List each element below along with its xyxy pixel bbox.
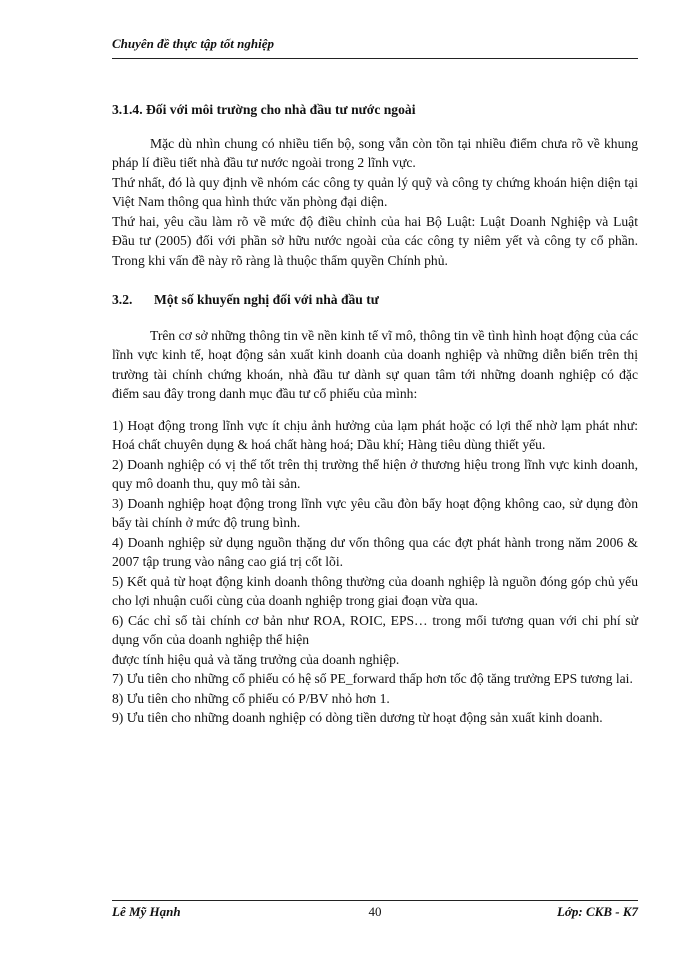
footer-class: Lớp: CKB - K7: [556, 904, 638, 919]
list-item: 7) Ưu tiên cho những cổ phiếu có hệ số PE_forward thấp hơn tốc độ tăng trưởng EPS tương lai.: [112, 671, 633, 686]
header-rule: [112, 58, 638, 59]
section-heading-3-1-4: 3.1.4. Đối với môi trường cho nhà đầu tư nước ngoài: [112, 102, 416, 117]
paragraph: Trên cơ sở những thông tin về nền kinh tế vĩ mô, thông tin về tình hình hoạt động của các lĩnh vực kinh tế, hoạt động sản xuất kinh doanh của doanh nghiệp và những diễn biến trên thị trường tài chính chứng khoán, nhà đầu tư dành sự quan tâm tới những doanh nghiệp có đặc điểm sau đây trong danh mục đầu tư cổ phiếu của mình:: [112, 327, 638, 401]
page-content: [112, 100, 638, 728]
list-item: 4) Doanh nghiệp sử dụng nguồn thặng dư vốn thông qua các đợt phát hành trong năm 2006 & 2007 tập trung vào nâng cao giá trị cốt lõi.: [112, 534, 638, 569]
footer-author: Lê Mỹ Hạnh: [112, 904, 181, 919]
running-header: Chuyên đề thực tập tốt nghiệp: [112, 36, 274, 51]
section-number: 3.2.: [112, 292, 133, 307]
paragraph: Mặc dù nhìn chung có nhiều tiến bộ, song vẫn còn tồn tại nhiều điểm chưa rõ về khung pháp lí điều tiết nhà đầu tư nước ngoài trong 2 lĩnh vực.: [112, 135, 638, 170]
list-item: 3) Doanh nghiệp hoạt động trong lĩnh vực yêu cầu đòn bẩy hoạt động không cao, sử dụng đòn bẩy tài chính ở mức độ trung bình.: [112, 495, 638, 530]
list-item: 5) Kết quả từ hoạt động kinh doanh thông thường của doanh nghiệp là nguồn đóng góp chủ yếu cho lợi nhuận cuối cùng của doanh nghiệp trong giai đoạn vừa qua.: [112, 573, 638, 608]
list-item: 6) Các chỉ số tài chính cơ bản như ROA, ROIC, EPS… trong mối tương quan với chi phí sử dụng vốn của doanh nghiệp thể hiện: [112, 612, 638, 647]
page-number: 40: [368, 904, 382, 919]
paragraph: Thứ hai, yêu cầu làm rõ về mức độ điều chỉnh của hai Bộ Luật: Luật Doanh Nghiệp và Luật Đầu tư (2005) đối với phần sở hữu nước ngoài của các công ty niêm yết và công ty cổ phần. Trong khi vấn đề này rõ ràng là thuộc thẩm quyền Chính phủ.: [112, 213, 638, 268]
list-item: 2) Doanh nghiệp có vị thế tốt trên thị trường thể hiện ở thương hiệu trong lĩnh vực kinh doanh, quy mô doanh thu, quy mô tài sản.: [112, 456, 638, 491]
paragraph: Thứ nhất, đó là quy định về nhóm các công ty quản lý quỹ và công ty chứng khoán hiện diện tại Việt Nam thông qua hình thức văn phòng đại diện.: [112, 174, 638, 209]
list-item: 8) Ưu tiên cho những cổ phiếu có P/BV nhỏ hơn 1.: [112, 690, 390, 706]
section-title: Một số khuyến nghị đối với nhà đầu tư: [154, 292, 379, 307]
footer-rule: [112, 900, 638, 901]
section-heading-3-2: [112, 290, 638, 310]
list-item: được tính hiệu quả và tăng trưởng của doanh nghiệp.: [112, 651, 400, 667]
running-footer: [112, 904, 638, 922]
list-item: 1) Hoạt động trong lĩnh vực ít chịu ảnh hưởng của lạm phát hoặc có lợi thế nhờ lạm phát như: Hoá chất chuyên dụng & hoá chất hàng hoá; Dầu khí; Hàng tiêu dùng thiết yếu.: [112, 417, 638, 452]
list-item: 9) Ưu tiên cho những doanh nghiệp có dòng tiền dương từ hoạt động sản xuất kinh doanh.: [112, 710, 603, 725]
